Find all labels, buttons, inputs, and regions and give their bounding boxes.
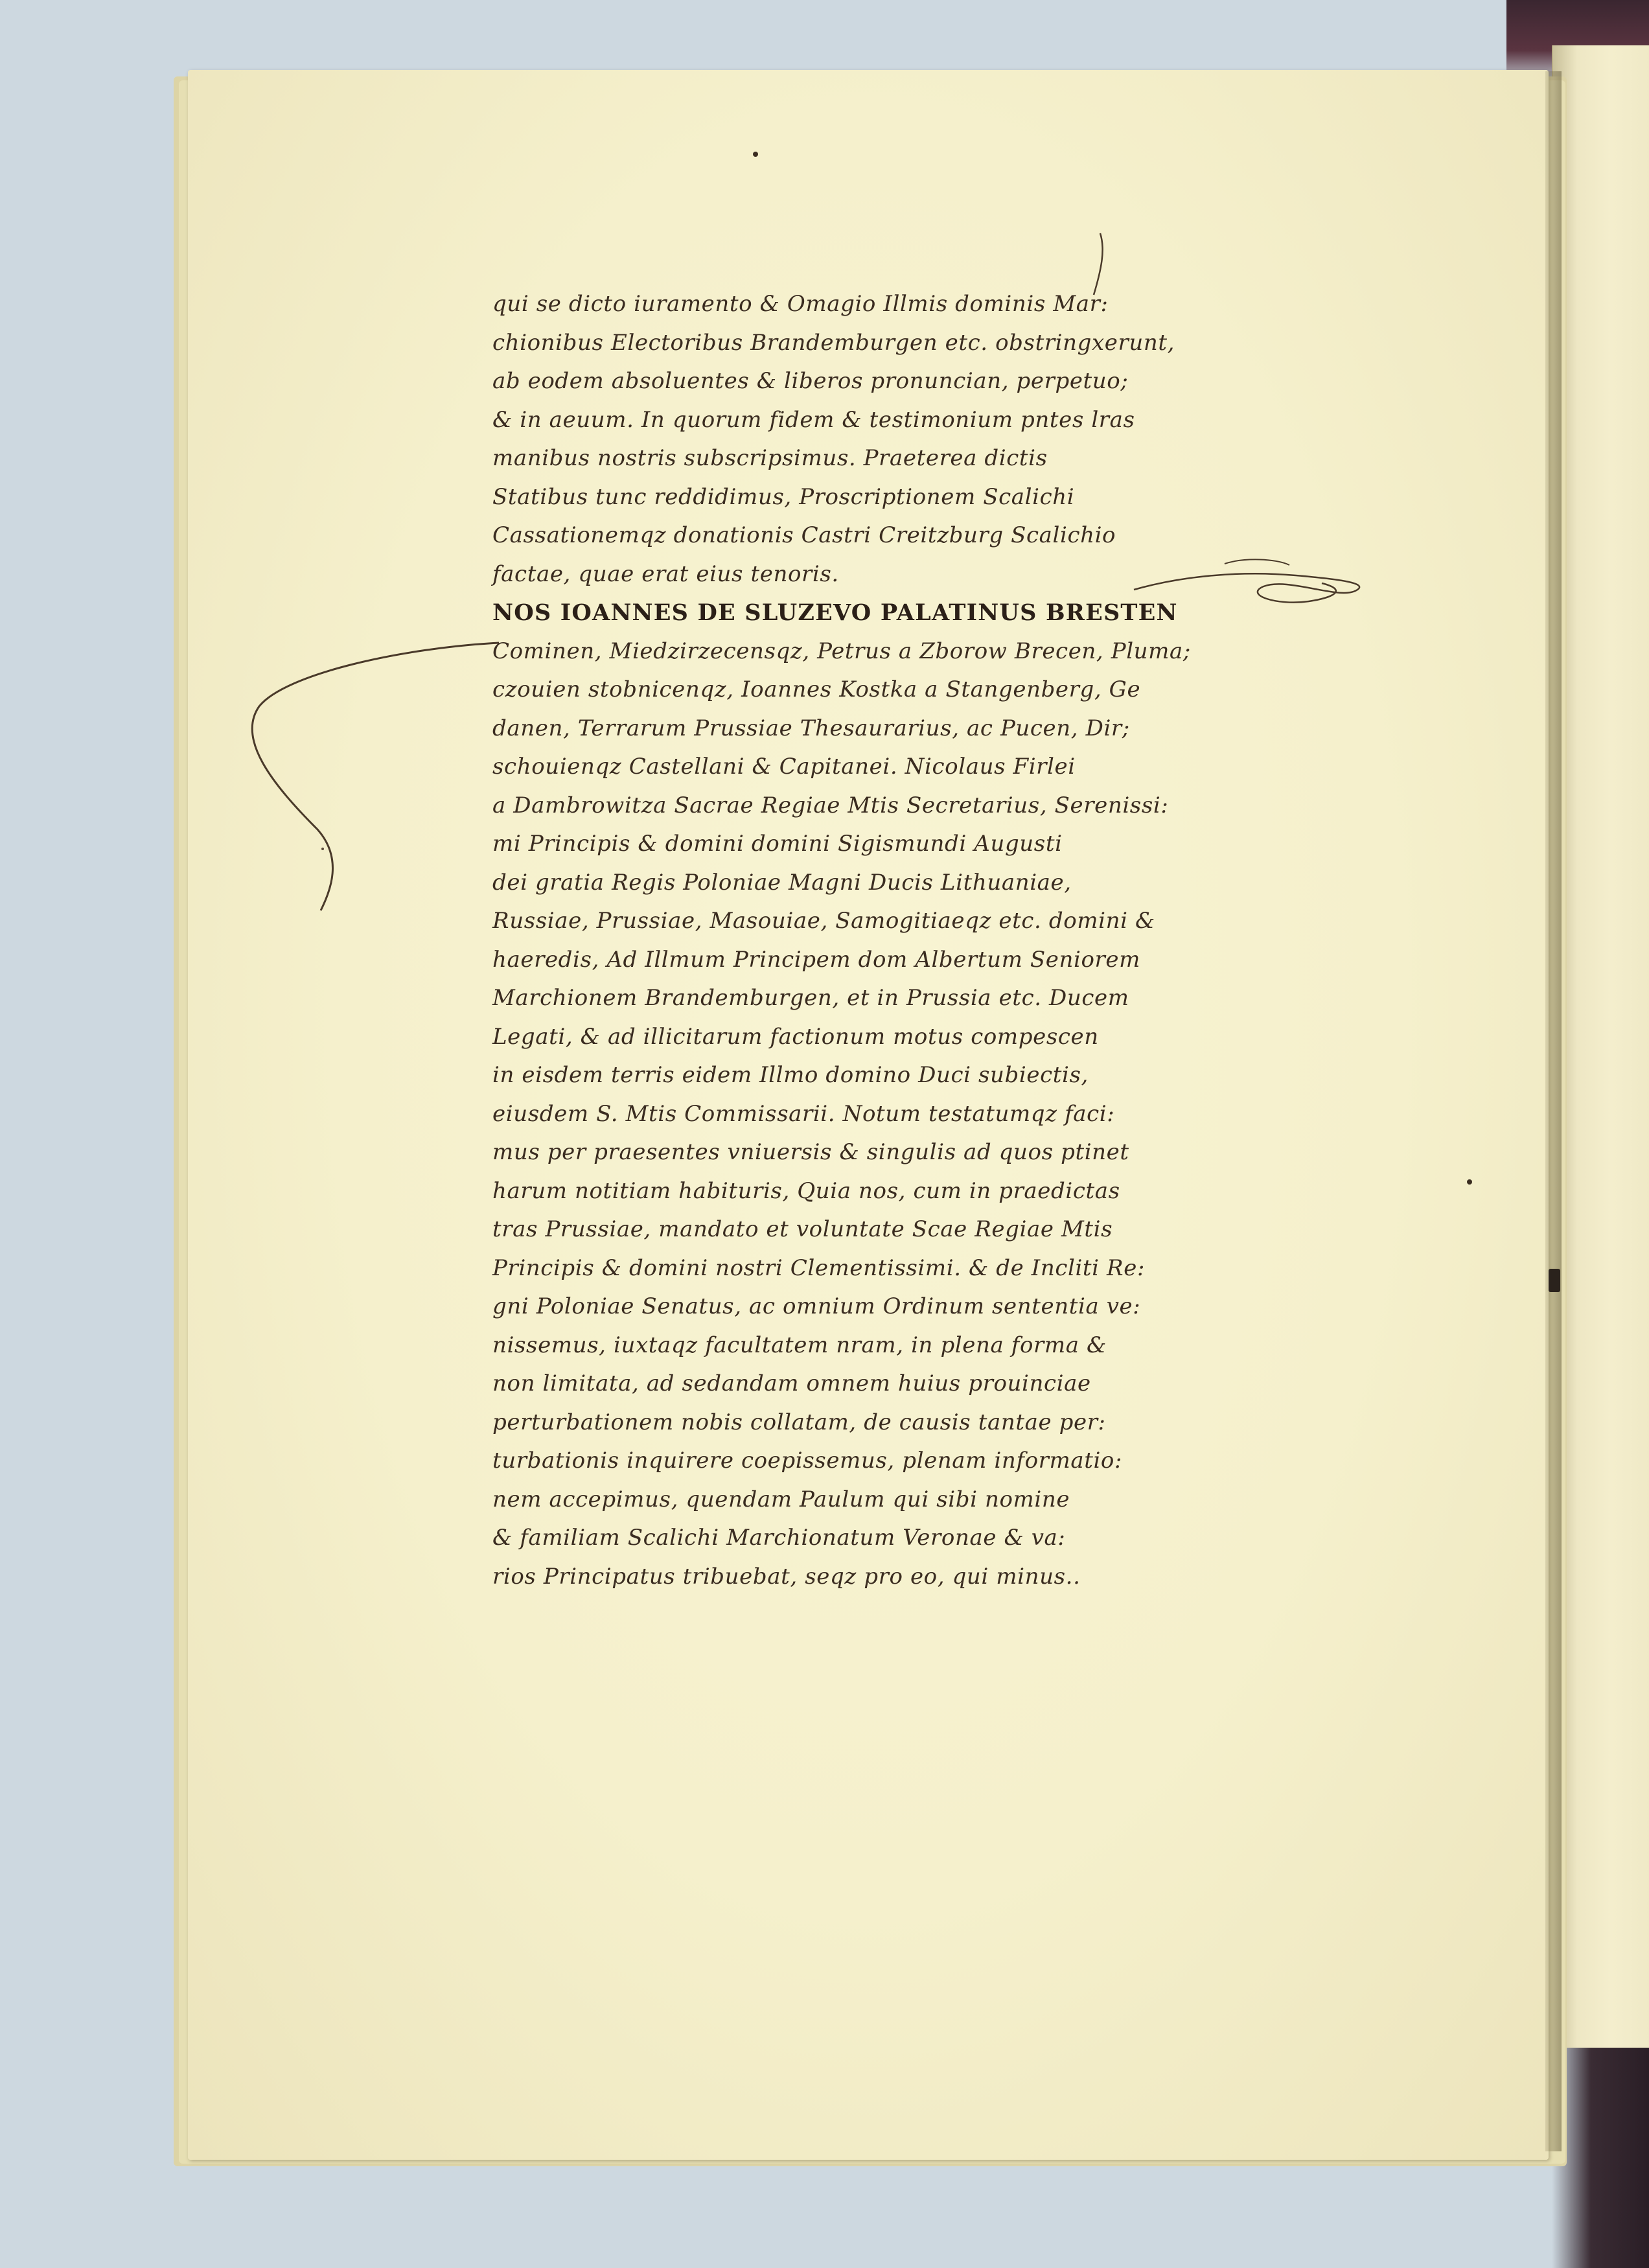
text-line: in eisdem terris eidem Illmo domino Duci subiectis, xyxy=(492,1062,1089,1088)
text-line: rios Principatus tribuebat, seqz pro eo, qui minus.. xyxy=(492,1563,1081,1590)
text-line: nem accepimus, quendam Paulum qui sibi nomine xyxy=(492,1486,1070,1512)
text-line: perturbationem nobis collatam, de causis tantae per: xyxy=(492,1409,1106,1435)
gutter-shadow xyxy=(1545,71,1562,2151)
ink-dot xyxy=(1466,1178,1473,1186)
text-line: schouienqz Castellani & Capitanei. Nicolaus Firlei xyxy=(492,754,1076,780)
text-line: harum notitiam habituris, Quia nos, cum in praedictas xyxy=(492,1177,1120,1204)
text-line: tras Prussiae, mandato et voluntate Scae Regiae Mtis xyxy=(492,1216,1113,1242)
text-line: haeredis, Ad Illmum Principem dom Albertum Seniorem xyxy=(492,946,1140,973)
text-line: gni Poloniae Senatus, ac omnium Ordinum sententia ve: xyxy=(492,1293,1141,1319)
heading-line: NOS IOANNES DE SLUZEVO PALATINUS BRESTEN xyxy=(492,599,1178,626)
text-line: eiusdem S. Mtis Commissarii. Notum testatumqz faci: xyxy=(492,1100,1115,1127)
text-line: czouien stobnicenqz, Ioannes Kostka a Stangenberg, Ge xyxy=(492,677,1141,702)
text-line: Legati, & ad illicitarum factionum motus compescen xyxy=(492,1023,1099,1050)
text-line: mi Principis & domini domini Sigismundi Augusti xyxy=(492,831,1063,857)
text-line: Cassationemqz donationis Castri Creitzburg Scalichio xyxy=(492,522,1116,548)
text-line: & in aeuum. In quorum fidem & testimonium pntes lras xyxy=(492,406,1135,433)
text-line: Statibus tunc reddidimus, Proscriptionem Scalichi xyxy=(492,483,1075,510)
manuscript-text xyxy=(492,285,1348,1596)
text-line: mus per praesentes vniuersis & singulis ad quos ptinet xyxy=(492,1139,1129,1165)
text-line: dei gratia Regis Poloniae Magni Ducis Lithuaniae, xyxy=(492,869,1072,896)
text-line: Cominen, Miedzirzecensqz, Petrus a Zborow Brecen, Pluma; xyxy=(492,638,1191,664)
text-line: turbationis inquirere coepissemus, plenam informatio: xyxy=(492,1448,1123,1474)
text-line: nissemus, iuxtaqz facultatem nram, in plena forma & xyxy=(492,1332,1107,1358)
text-line: qui se dicto iuramento & Omagio Illmis dominis Mar: xyxy=(492,291,1109,317)
text-line: Principis & domini nostri Clementissimi. & de Incliti Re: xyxy=(492,1255,1146,1281)
text-line: Russiae, Prussiae, Masouiae, Samogitiaeqz etc. domini & xyxy=(492,908,1155,934)
text-line: a Dambrowitza Sacrae Regiae Mtis Secretarius, Serenissi: xyxy=(492,792,1169,818)
text-line: chionibus Electoribus Brandemburgen etc. obstringxerunt, xyxy=(492,329,1175,356)
left-bracket-flourish xyxy=(233,635,505,920)
text-line: danen, Terrarum Prussiae Thesaurarius, ac Pucen, Dir; xyxy=(492,715,1130,741)
text-line: manibus nostris subscripsimus. Praeterea dictis xyxy=(492,445,1048,471)
ink-dot xyxy=(752,150,759,158)
page-marker xyxy=(1549,1269,1560,1292)
text-line: Marchionem Brandemburgen, et in Prussia etc. Ducem xyxy=(492,985,1129,1011)
text-line: factae, quae erat eius tenoris. xyxy=(492,561,839,587)
text-line: non limitata, ad sedandam omnem huius prouinciae xyxy=(492,1371,1091,1396)
text-line: ab eodem absoluentes & liberos pronuncian, perpetuo; xyxy=(492,368,1129,394)
text-line: & familiam Scalichi Marchionatum Veronae & va: xyxy=(492,1525,1066,1551)
